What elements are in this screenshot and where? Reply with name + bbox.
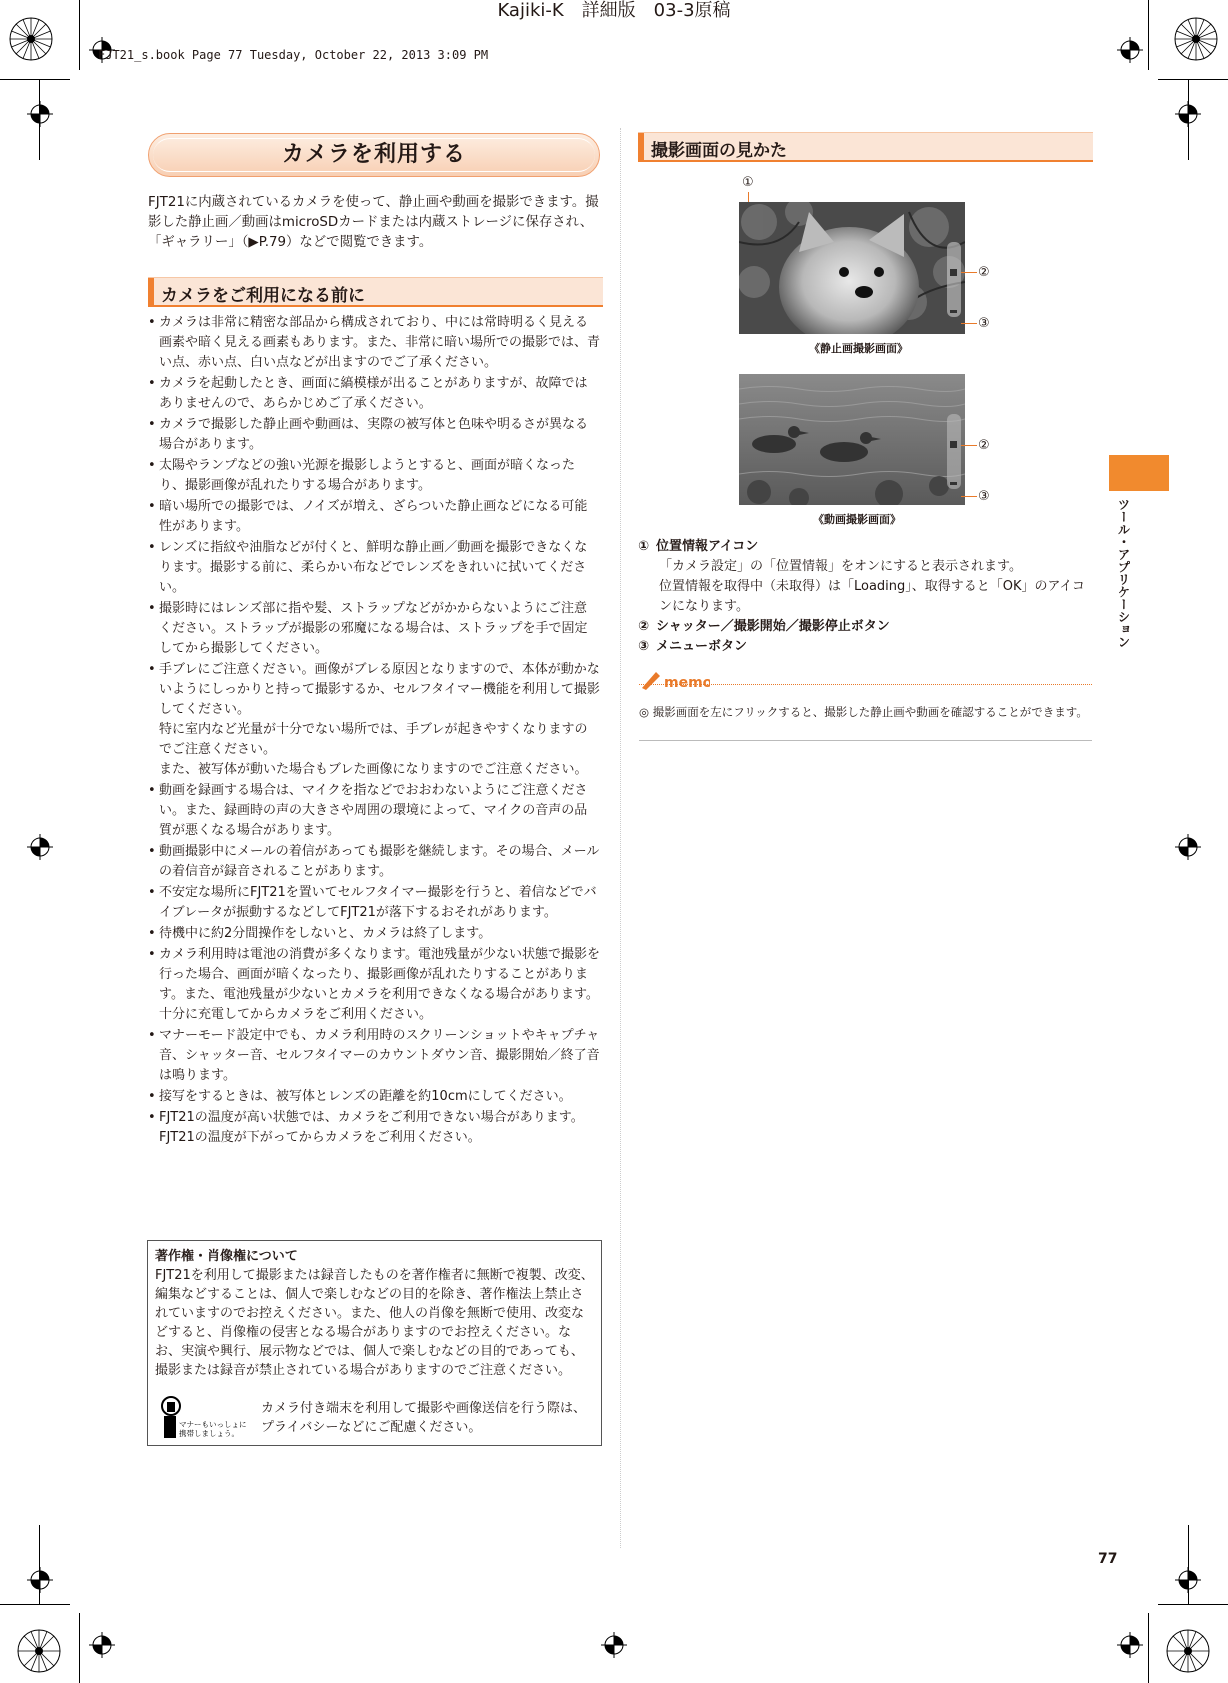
- list-item: • マナーモード設定中でも、カメラ利用時のスクリーンショットやキャプチャ音、シャッター音、セルフタイマーのカウントダウン音、撮影開始／終了音は鳴ります。: [148, 1026, 600, 1086]
- svg-text:マナーもいっしょに: マナーもいっしょに: [179, 1420, 247, 1429]
- video-screen-photo: [739, 374, 965, 505]
- callout-2-still: ②: [978, 265, 990, 280]
- crosshair-mark-icon: [27, 1567, 53, 1593]
- memo-bottom-rule: [639, 740, 1092, 741]
- crop-line: [1188, 1525, 1189, 1605]
- chapter-tab-label: ツール・アプリケーション: [1116, 498, 1131, 648]
- list-item: • 接写をするときは、被写体とレンズの距離を約10cmにしてください。: [148, 1087, 600, 1107]
- still-screen-photo: [739, 202, 965, 334]
- crosshair-mark-icon: [1175, 834, 1201, 860]
- item-desc: 「カメラ設定」の「位置情報」をオンにすると表示されます。: [659, 559, 1022, 574]
- document-header: Kajiki-K 詳細版 03-3原稿: [497, 0, 731, 21]
- list-item: • 動画を録画する場合は、マイクを指などでおおわないようにご注意ください。また、録画時の声の大きさや周囲の環境によって、マイクの音声の品質が悪くなる場合があります。: [148, 781, 600, 841]
- crop-line: [79, 1613, 80, 1683]
- list-item: • 暗い場所での撮影では、ノイズが増え、ざらついた静止画などになる可能性があります。: [148, 497, 600, 537]
- registration-star-icon: [9, 17, 53, 61]
- registration-star-icon: [17, 1629, 61, 1673]
- list-item: • 手ブレにご注意ください。画像がブレる原因となりますので、本体が動かないようにしっかりと持って撮影するか、セルフタイマー機能を利用して撮影してください。 特に室内など光量が十分でない場所では、手ブレが起きやすくなりますのでご注意ください。 また、被写体が動いた場合もブレた画像になりますのでご注意ください。: [148, 660, 600, 780]
- page-number: 77: [1098, 1551, 1118, 1567]
- callout-leader: [961, 445, 977, 446]
- crop-line: [1148, 1613, 1149, 1683]
- item-shutter-button: ② シャッター／撮影開始／撮影停止ボタン: [638, 619, 890, 634]
- section-heading-text: カメラをご利用になる前に: [161, 286, 365, 306]
- registration-star-icon: [1174, 17, 1218, 61]
- list-item: • 不安定な場所にFJT21を置いてセルフタイマー撮影を行うと、着信などでバイブレータが振動するなどしてFJT21が落下するおそれがあります。: [148, 883, 600, 923]
- crop-line: [1158, 79, 1228, 80]
- svg-text:memo: memo: [664, 675, 710, 690]
- section-heading-text: 撮影画面の見かた: [651, 141, 787, 161]
- page-title: カメラを利用する: [281, 142, 466, 167]
- crop-line: [39, 80, 40, 160]
- callout-3-still: ③: [978, 316, 990, 331]
- item-desc: 位置情報を取得中（未取得）は「Loading」、取得すると「OK」のアイコンになります。: [659, 579, 1085, 614]
- screen-item-list: [638, 537, 1088, 657]
- list-item: • カメラで撮影した静止画や動画は、実際の被写体と色味や明るさが異なる場合があります。: [148, 415, 600, 455]
- callout-leader: [961, 272, 977, 273]
- intro-paragraph: FJT21に内蔵されているカメラを使って、静止画や動画を撮影できます。撮影した静止画／動画はmicroSDカードまたは内蔵ストレージに保存され、「ギャラリー」（▶P.79）などで閲覧できます。: [148, 195, 599, 250]
- memo-label: [640, 668, 710, 690]
- copyright-body: FJT21を利用して撮影または録音したものを著作権者に無断で複製、改変、編集などすることは、個人で楽しむなどの目的を除き、著作権法上禁止されていますのでお控えください。また、他人の肖像を無断で使用、改変などすると、肖像権の侵害となる場合がありますのでお控えください。なお、実演や興行、展示物などでは、個人で楽しむなどの目的であっても、撮影または録音が禁止されている場合がありますのでご注意ください。: [155, 1268, 594, 1378]
- memo-text: ◎ 撮影画面を左にフリックすると、撮影した静止画や動画を確認することができます。: [639, 705, 1088, 719]
- list-item: • 動画撮影中にメールの着信があっても撮影を継続します。その場合、メールの着信音が録音されることがあります。: [148, 842, 600, 882]
- crop-line: [1158, 1604, 1228, 1605]
- caption-video: 《動画撮影画面》: [813, 513, 901, 526]
- column-divider: [620, 128, 621, 1548]
- manner-mark-icon: [157, 1396, 247, 1440]
- callout-3-video: ③: [978, 489, 990, 504]
- list-item: • レンズに指紋や油脂などが付くと、鮮明な静止画／動画を撮影できなくなります。撮影する前に、柔らかい布などでレンズをきれいに拭いてください。: [148, 538, 600, 598]
- list-item: • カメラを起動したとき、画面に縞模様が出ることがありますが、故障ではありませんので、あらかじめご了承ください。: [148, 374, 600, 414]
- crosshair-mark-icon: [601, 1632, 627, 1658]
- crosshair-mark-icon: [27, 101, 53, 127]
- item-location-icon: ① 位置情報アイコン: [638, 539, 759, 554]
- caution-list: [148, 313, 600, 1149]
- svg-text:携帯しましょう。: 携帯しましょう。: [179, 1429, 239, 1438]
- list-item: • 待機中に約2分間操作をしないと、カメラは終了します。: [148, 924, 600, 944]
- registration-star-icon: [1166, 1629, 1210, 1673]
- crosshair-mark-icon: [1117, 1632, 1143, 1658]
- page-title-banner: [148, 133, 600, 177]
- copyright-notice-box: [147, 1240, 602, 1446]
- memo-rule: [639, 684, 1092, 685]
- crop-line: [39, 1525, 40, 1605]
- section-heading-before-use: [148, 277, 603, 307]
- manner-text: カメラ付き端末を利用して撮影や画像送信を行う際は、プライバシーなどにご配慮ください。: [261, 1401, 587, 1435]
- section-heading-screen-view: [638, 132, 1093, 162]
- list-item: • カメラは非常に精密な部品から構成されており、中には常時明るく見える画素や暗く見える画素もあります。また、非常に暗い場所での撮影では、青い点、赤い点、白い点などが出ますのでご了承ください。: [148, 313, 600, 373]
- list-item: • 撮影時にはレンズ部に指や髪、ストラップなどがかからないようにご注意ください。ストラップが撮影の邪魔になる場合は、ストラップを手で固定してから撮影してください。: [148, 599, 600, 659]
- copyright-title: 著作権・肖像権について: [155, 1249, 298, 1264]
- list-item: • カメラ利用時は電池の消費が多くなります。電池残量が少ない状態で撮影を行った場合、画面が暗くなったり、撮影画像が乱れたりすることがあります。また、電池残量が少ないとカメラを利用できなくなる場合があります。十分に充電してからカメラをご利用ください。: [148, 945, 600, 1025]
- callout-2-video: ②: [978, 438, 990, 453]
- book-stamp: FJT21_s.book Page 77 Tuesday, October 22, 2013 3:09 PM: [98, 48, 489, 62]
- crosshair-mark-icon: [89, 1632, 115, 1658]
- item-menu-button: ③ メニューボタン: [638, 639, 748, 654]
- caption-still: 《静止画撮影画面》: [809, 342, 908, 355]
- list-item: • FJT21の温度が高い状態では、カメラをご利用できない場合があります。FJT21の温度が下がってからカメラをご利用ください。: [148, 1108, 600, 1148]
- crop-line: [0, 1604, 70, 1605]
- callout-1-still: ①: [742, 175, 754, 190]
- crosshair-mark-icon: [27, 834, 53, 860]
- crop-line: [0, 79, 70, 80]
- callout-leader: [961, 323, 977, 324]
- crosshair-mark-icon: [1117, 37, 1143, 63]
- chapter-tab: [1109, 455, 1169, 491]
- list-item: • 太陽やランプなどの強い光源を撮影しようとすると、画面が暗くなったり、撮影画像が乱れたりする場合があります。: [148, 456, 600, 496]
- crop-line: [1188, 80, 1189, 160]
- callout-leader: [961, 496, 977, 497]
